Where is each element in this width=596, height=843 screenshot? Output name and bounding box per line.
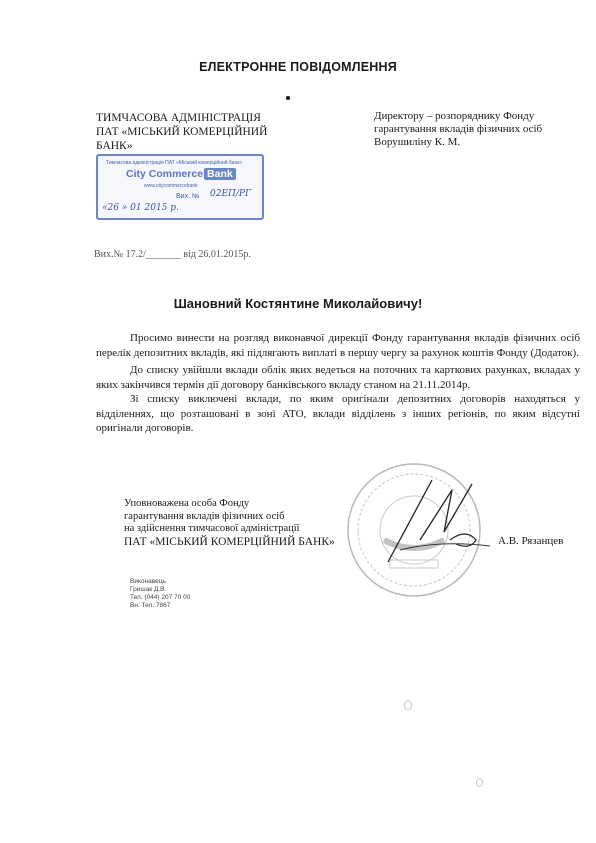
stamp-outgoing-number: 02ЕП/РГ	[210, 189, 251, 199]
city-commerce-bank-logo	[126, 168, 236, 180]
signer-line: Уповноважена особа Фонду	[124, 498, 250, 509]
logo-text: City Commerce	[126, 168, 204, 180]
recipient-line: Ворушиліну К. М.	[374, 136, 461, 148]
recipient-line: гарантування вкладів фізичних осіб	[374, 123, 543, 135]
salutation: Шановний Костянтине Миколайовичу!	[173, 296, 423, 311]
ink-dot	[286, 96, 290, 100]
body-paragraph: Просимо винести на розгляд виконавчої дирекції Фонду гарантування вкладів фізичних осіб перелік депозитних вкладів, які підлягають виплаті в першу чергу за рахунок коштів Фонду (Додаток).	[96, 332, 580, 359]
handwritten-signature-icon	[380, 470, 500, 570]
document-title: ЕЛЕКТРОННЕ ПОВІДОМЛЕННЯ	[199, 60, 397, 74]
stamp-website: www.citycommercebank	[144, 183, 198, 189]
signer-line: на здійснення тимчасової адміністрації	[124, 523, 300, 534]
stamp-date: «26 » 01 2015 р.	[102, 203, 179, 213]
executor-block	[130, 578, 190, 610]
outgoing-number-line: Вих.№ 17.2/_______ від 26.01.2015р.	[94, 249, 251, 260]
stamp-outgoing-label: Вих. №	[176, 193, 200, 200]
page-smudge	[476, 778, 483, 787]
signer-line: гарантування вкладів фізичних осіб	[124, 510, 285, 522]
executor-line: Тел. (044) 207 70 00	[130, 594, 191, 601]
executor-line: Вн. Тел. 7867	[130, 602, 171, 609]
signer-name: А.В. Рязанцев	[498, 535, 564, 547]
registration-stamp	[96, 154, 264, 220]
letter-body	[96, 331, 580, 436]
executor-line: Виконавець	[130, 578, 166, 585]
sender-block	[96, 111, 296, 153]
signer-line: ПАТ «МІСЬКИЙ КОМЕРЦІЙНИЙ БАНК»	[124, 535, 335, 548]
logo-badge: Bank	[204, 168, 236, 180]
sender-line: БАНК»	[96, 140, 133, 152]
sender-line: ПАТ «МІСЬКИЙ КОМЕРЦІЙНИЙ	[96, 126, 268, 138]
page-smudge	[404, 700, 412, 710]
sender-line: ТИМЧАСОВА АДМІНІСТРАЦІЯ	[96, 112, 261, 124]
recipient-line: Директору – розпоряднику Фонду	[374, 110, 535, 122]
signer-block	[124, 498, 374, 548]
body-paragraph: До списку увійшли вклади облік яких ведеться на поточних та карткових рахунках, вкладах у яких закінчився термін дії договору банківського вкладу станом на 21.11.2014р.	[96, 364, 580, 391]
body-paragraph: Зі списку виключені вклади, по яким оригінали депозитних договорів находяться у відділеннях, що розташовані в зоні АТО, вклади відділень з інших регіонів, по яким відсутні оригінали договорів.	[96, 393, 580, 434]
stamp-header-text: Тимчасова адміністрація ПАТ «Міський комерційний банк»	[106, 160, 243, 166]
executor-line: Гришак Д.В.	[130, 586, 167, 593]
recipient-block	[374, 110, 584, 149]
